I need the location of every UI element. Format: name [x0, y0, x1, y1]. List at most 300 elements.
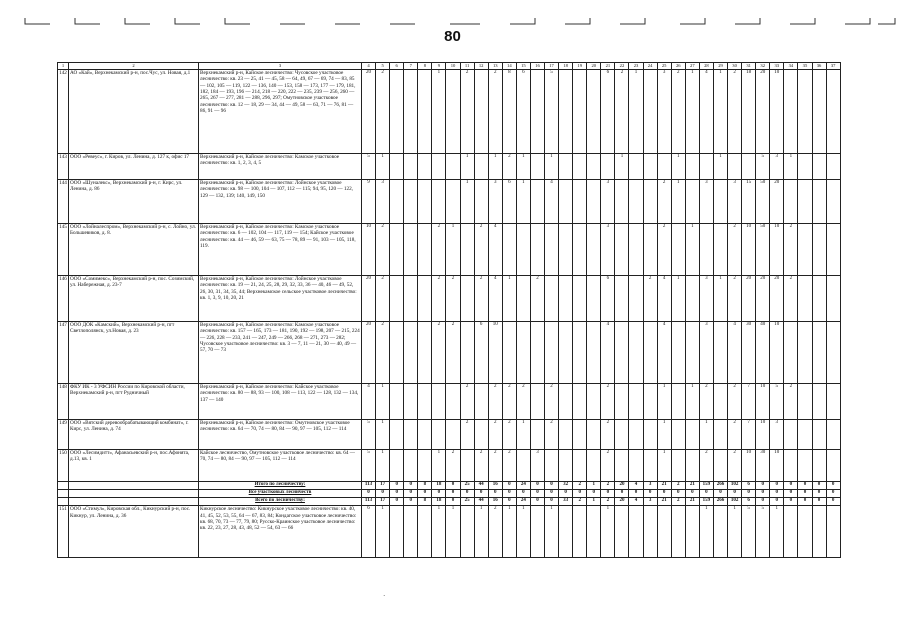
summary-value: 0 — [671, 489, 685, 497]
value-cell: 1 — [460, 153, 474, 179]
summary-value: 0 — [446, 489, 460, 497]
summary-value: 0 — [826, 489, 840, 497]
value-cell — [418, 505, 432, 557]
summary-value: 17 — [376, 497, 390, 505]
column-number: 6 — [390, 63, 404, 70]
value-cell: 1 — [615, 153, 629, 179]
value-cell — [530, 223, 544, 275]
column-number: 3 — [199, 63, 362, 70]
value-cell: 2 — [728, 449, 742, 481]
value-cell — [812, 383, 826, 419]
value-cell: 6 — [474, 321, 488, 383]
value-cell — [798, 69, 812, 153]
row-number: 150 — [58, 449, 69, 481]
value-cell: 2 — [601, 383, 615, 419]
value-cell: 5 — [742, 505, 756, 557]
value-cell: 1 — [728, 505, 742, 557]
summary-value: 25 — [460, 481, 474, 489]
summary-value: 0 — [615, 489, 629, 497]
column-number: 2 — [69, 63, 199, 70]
value-cell — [812, 69, 826, 153]
value-cell: 2 — [376, 223, 390, 275]
summary-blank — [58, 481, 69, 489]
value-cell — [587, 419, 601, 449]
value-cell: 2 — [376, 69, 390, 153]
value-cell — [798, 153, 812, 179]
value-cell — [784, 505, 798, 557]
value-cell — [713, 449, 727, 481]
value-cell: 3 — [770, 153, 784, 179]
column-number: 24 — [643, 63, 657, 70]
value-cell: 18 — [742, 69, 756, 153]
summary-value: 0 — [530, 497, 544, 505]
value-cell — [587, 383, 601, 419]
value-cell — [798, 505, 812, 557]
summary-value: 0 — [390, 489, 404, 497]
value-cell: 2 — [446, 449, 460, 481]
column-number: 32 — [756, 63, 770, 70]
summary-blank — [69, 489, 199, 497]
value-cell — [418, 69, 432, 153]
value-cell: 1 — [545, 505, 559, 557]
value-cell: 6 — [601, 69, 615, 153]
value-cell — [587, 153, 601, 179]
value-cell — [573, 505, 587, 557]
summary-row — [58, 489, 841, 497]
row-number: 149 — [58, 419, 69, 449]
value-cell — [460, 223, 474, 275]
value-cell — [559, 275, 573, 321]
value-cell: 1 — [376, 383, 390, 419]
value-cell: 1 — [432, 449, 446, 481]
value-cell: 2 — [615, 69, 629, 153]
value-cell — [713, 223, 727, 275]
value-cell — [728, 153, 742, 179]
value-cell — [587, 505, 601, 557]
value-cell — [573, 321, 587, 383]
value-cell: 2 — [376, 321, 390, 383]
value-cell — [474, 419, 488, 449]
value-cell — [474, 153, 488, 179]
column-number: 23 — [629, 63, 643, 70]
value-cell: 1 — [460, 179, 474, 223]
value-cell — [446, 153, 460, 179]
forestry-location-cell: Верхнекамский р-н, Кайское лесничество: Камское участковое лесничество: кв. 6 — 102, 104 — 117, 119 — 154; Кайское участковое лесничество: кв. 44 — 46, 59 — 63, 75 — 78, 89 — 91, 103 — 105, 118, 119. — [199, 223, 362, 275]
summary-value: 0 — [728, 489, 742, 497]
value-cell — [826, 69, 840, 153]
value-cell — [685, 419, 699, 449]
table-row — [58, 419, 841, 449]
value-cell — [713, 505, 727, 557]
value-cell: 10 — [770, 321, 784, 383]
value-cell: 2 — [376, 275, 390, 321]
value-cell: 4 — [699, 69, 713, 153]
summary-value: 2 — [573, 497, 587, 505]
value-cell: 1 — [685, 223, 699, 275]
value-cell — [418, 223, 432, 275]
value-cell — [474, 383, 488, 419]
value-cell — [573, 275, 587, 321]
value-cell — [390, 275, 404, 321]
organization-cell: ФКУ ИК - 3 УФСИН России по Кировской области, Верхнекамский р-н, пгт Рудничный — [69, 383, 199, 419]
summary-row — [58, 497, 841, 505]
summary-value: 6 — [742, 481, 756, 489]
value-cell — [587, 179, 601, 223]
value-cell — [418, 179, 432, 223]
value-cell: 20 — [770, 275, 784, 321]
value-cell: 5 — [362, 419, 376, 449]
forestry-location-cell: Верхнекамский р-н, Кайское лесничество: Омутновское участковое лесничество: кв. 64 — 70, 74 — 80, 84 — 90, 97 — 105, 112 — 114 — [199, 419, 362, 449]
forestry-location-cell: Верхнекамский р-н, Кайское лесничество: Камское участковое лесничество: кв. 1, 2, 3, 4, 5 — [199, 153, 362, 179]
column-number: 36 — [812, 63, 826, 70]
value-cell: 2 — [502, 383, 516, 419]
summary-value: 2 — [573, 481, 587, 489]
value-cell — [404, 223, 418, 275]
value-cell — [685, 505, 699, 557]
summary-value: 0 — [657, 489, 671, 497]
value-cell: 1 — [629, 69, 643, 153]
value-cell: 1 — [516, 419, 530, 449]
summary-value: 33 — [559, 497, 573, 505]
value-cell — [812, 223, 826, 275]
value-cell — [404, 321, 418, 383]
value-cell: 3 — [699, 321, 713, 383]
summary-value: 0 — [446, 481, 460, 489]
summary-value: 0 — [502, 481, 516, 489]
value-cell: 10 — [770, 69, 784, 153]
summary-value: 2 — [601, 481, 615, 489]
table-row — [58, 275, 841, 321]
value-cell — [573, 223, 587, 275]
summary-value: 0 — [643, 489, 657, 497]
value-cell — [826, 223, 840, 275]
summary-value: 0 — [390, 497, 404, 505]
value-cell: 7 — [742, 383, 756, 419]
summary-value: 44 — [474, 497, 488, 505]
value-cell: 1 — [671, 153, 685, 179]
organization-cell: ООО «Ревеус», г. Киров, ул. Ленина, д. 127 к, офис 17 — [69, 153, 199, 179]
value-cell: 50 — [756, 179, 770, 223]
summary-value: 0 — [826, 481, 840, 489]
summary-value: 0 — [784, 489, 798, 497]
value-cell: 2 — [446, 321, 460, 383]
column-number: 22 — [615, 63, 629, 70]
value-cell — [545, 275, 559, 321]
column-number: 28 — [699, 63, 713, 70]
summary-value: 0 — [404, 481, 418, 489]
value-cell — [629, 449, 643, 481]
summary-value: 0 — [530, 489, 544, 497]
summary-value: 0 — [587, 489, 601, 497]
value-cell — [404, 449, 418, 481]
column-number: 31 — [742, 63, 756, 70]
column-number-header — [58, 63, 841, 70]
value-cell — [798, 179, 812, 223]
summary-value: 25 — [460, 497, 474, 505]
value-cell — [671, 505, 685, 557]
organization-cell: АО «Кай», Верхнекамский р-н, пос.Чус, ул. Новая, д.1 — [69, 69, 199, 153]
column-number: 20 — [587, 63, 601, 70]
value-cell — [530, 69, 544, 153]
value-cell — [390, 321, 404, 383]
value-cell — [685, 153, 699, 179]
forestry-location-cell: Верхнекамский р-н, Кайское лесничество: Лойнское участковое лесничество: кв. 98 — 100, 104 — 107, 112 — 115; 94, 95, 120 — 122, 129 — 132, 139; 140, 149, 150 — [199, 179, 362, 223]
summary-label: Всего по лесничеству: — [199, 497, 362, 505]
value-cell: 1 — [671, 179, 685, 223]
summary-value: 3 — [643, 497, 657, 505]
value-cell — [390, 449, 404, 481]
row-number: 145 — [58, 223, 69, 275]
summary-value: 2 — [601, 497, 615, 505]
value-cell — [826, 449, 840, 481]
summary-value: 0 — [770, 497, 784, 505]
value-cell: 10 — [488, 321, 502, 383]
value-cell: 2 — [432, 275, 446, 321]
value-cell — [418, 419, 432, 449]
value-cell: 20 — [362, 69, 376, 153]
table-row — [58, 321, 841, 383]
table-row — [58, 179, 841, 223]
value-cell: 10 — [742, 449, 756, 481]
value-cell — [615, 321, 629, 383]
value-cell — [615, 449, 629, 481]
summary-value: 2 — [671, 497, 685, 505]
value-cell — [530, 153, 544, 179]
summary-value: 0 — [770, 489, 784, 497]
value-cell: 1 — [671, 275, 685, 321]
summary-value: 0 — [418, 489, 432, 497]
forestry-location-cell: Кайское лесничество, Омутновское участковое лесничество: кв. 64 — 70, 74 — 80, 84 — 90, 97 — 105, 112 — 114 — [199, 449, 362, 481]
column-number: 34 — [784, 63, 798, 70]
summary-value: 0 — [812, 481, 826, 489]
column-number: 16 — [530, 63, 544, 70]
value-cell: 1 — [376, 449, 390, 481]
column-number: 15 — [516, 63, 530, 70]
summary-value: 0 — [502, 497, 516, 505]
value-cell: 2 — [601, 419, 615, 449]
summary-value: 0 — [713, 489, 727, 497]
summary-blank — [69, 481, 199, 489]
value-cell — [559, 505, 573, 557]
column-number: 4 — [362, 63, 376, 70]
value-cell: 1 — [685, 69, 699, 153]
stray-mark: · — [383, 592, 386, 600]
column-number: 33 — [770, 63, 784, 70]
value-cell: 1 — [770, 505, 784, 557]
value-cell: 2 — [474, 449, 488, 481]
organization-cell: ООО «Стимул», Кировская обл., Кикнурский р-н, пос. Кикнур, ул. Ленина, д. 36 — [69, 505, 199, 557]
summary-value: 1 — [587, 497, 601, 505]
summary-value: 32 — [559, 481, 573, 489]
summary-value: 0 — [784, 481, 798, 489]
value-cell — [671, 383, 685, 419]
value-cell: 10 — [756, 419, 770, 449]
value-cell: 1 — [376, 419, 390, 449]
value-cell: 1 — [713, 69, 727, 153]
summary-value: 159 — [699, 497, 713, 505]
column-number: 10 — [446, 63, 460, 70]
value-cell: 9 — [362, 179, 376, 223]
value-cell — [643, 69, 657, 153]
value-cell — [671, 223, 685, 275]
summary-value: 44 — [474, 481, 488, 489]
value-cell: 4 — [601, 321, 615, 383]
table-row — [58, 223, 841, 275]
summary-value: 0 — [545, 497, 559, 505]
row-number: 148 — [58, 383, 69, 419]
value-cell — [418, 449, 432, 481]
value-cell — [826, 179, 840, 223]
value-cell: 2 — [728, 223, 742, 275]
summary-value: 18 — [432, 497, 446, 505]
summary-value: 1 — [587, 481, 601, 489]
value-cell: 10 — [756, 383, 770, 419]
value-cell: 6 — [516, 69, 530, 153]
value-cell — [643, 321, 657, 383]
value-cell: 1 — [516, 153, 530, 179]
value-cell: 10 — [742, 223, 756, 275]
value-cell — [530, 505, 544, 557]
value-cell — [516, 223, 530, 275]
value-cell — [713, 383, 727, 419]
value-cell: 30 — [742, 321, 756, 383]
value-cell: 1 — [657, 419, 671, 449]
summary-value: 2 — [671, 481, 685, 489]
value-cell — [559, 153, 573, 179]
value-cell — [573, 179, 587, 223]
value-cell: 2 — [728, 419, 742, 449]
value-cell — [530, 383, 544, 419]
value-cell: 10 — [770, 449, 784, 481]
value-cell — [573, 383, 587, 419]
value-cell — [713, 321, 727, 383]
summary-value: 0 — [362, 489, 376, 497]
value-cell — [629, 153, 643, 179]
value-cell — [643, 449, 657, 481]
value-cell — [502, 321, 516, 383]
value-cell — [418, 321, 432, 383]
value-cell — [629, 383, 643, 419]
value-cell — [812, 275, 826, 321]
summary-blank — [69, 497, 199, 505]
value-cell — [713, 179, 727, 223]
value-cell — [559, 419, 573, 449]
value-cell — [643, 179, 657, 223]
summary-value: 0 — [798, 497, 812, 505]
value-cell — [784, 321, 798, 383]
value-cell — [446, 69, 460, 153]
value-cell: 2 — [784, 383, 798, 419]
value-cell: 5 — [770, 383, 784, 419]
value-cell — [812, 179, 826, 223]
value-cell — [474, 179, 488, 223]
value-cell: 2 — [488, 383, 502, 419]
summary-value: 102 — [728, 497, 742, 505]
value-cell — [685, 275, 699, 321]
value-cell — [826, 275, 840, 321]
value-cell: 2 — [432, 321, 446, 383]
value-cell: 1 — [432, 69, 446, 153]
summary-value: 0 — [685, 489, 699, 497]
value-cell: 2 — [728, 275, 742, 321]
value-cell — [742, 153, 756, 179]
value-cell: 3 — [728, 179, 742, 223]
value-cell — [559, 179, 573, 223]
value-cell: 3 — [770, 419, 784, 449]
value-cell: 3 — [699, 179, 713, 223]
value-cell — [643, 505, 657, 557]
summary-value: 0 — [474, 489, 488, 497]
summary-value: 0 — [446, 497, 460, 505]
value-cell — [615, 383, 629, 419]
value-cell: 2 — [784, 275, 798, 321]
row-number: 146 — [58, 275, 69, 321]
summary-value: 0 — [516, 489, 530, 497]
value-cell: 2 — [699, 383, 713, 419]
summary-value: 24 — [516, 497, 530, 505]
value-cell: 2 — [657, 179, 671, 223]
value-cell: 2 — [728, 383, 742, 419]
summary-value: 6 — [742, 497, 756, 505]
summary-value: 0 — [756, 497, 770, 505]
value-cell: 40 — [756, 321, 770, 383]
value-cell — [404, 505, 418, 557]
value-cell — [404, 153, 418, 179]
value-cell: 6 — [601, 275, 615, 321]
column-number: 9 — [432, 63, 446, 70]
value-cell: 3 — [376, 179, 390, 223]
value-cell — [460, 321, 474, 383]
value-cell: 2 — [432, 223, 446, 275]
value-cell — [587, 275, 601, 321]
column-number: 27 — [685, 63, 699, 70]
value-cell: 2 — [530, 275, 544, 321]
value-cell — [502, 223, 516, 275]
summary-value: 0 — [502, 489, 516, 497]
value-cell — [784, 179, 798, 223]
value-cell: 1 — [376, 505, 390, 557]
summary-value: 0 — [573, 489, 587, 497]
value-cell — [460, 449, 474, 481]
value-cell: 1 — [545, 153, 559, 179]
column-number: 17 — [545, 63, 559, 70]
summary-value: 0 — [460, 489, 474, 497]
value-cell — [671, 419, 685, 449]
value-cell: 1 — [376, 153, 390, 179]
value-cell: 2 — [488, 69, 502, 153]
row-number: 151 — [58, 505, 69, 557]
value-cell — [587, 321, 601, 383]
value-cell: 1 — [432, 505, 446, 557]
value-cell — [629, 223, 643, 275]
value-cell — [615, 275, 629, 321]
value-cell — [516, 321, 530, 383]
value-cell: 4 — [657, 275, 671, 321]
column-number: 26 — [671, 63, 685, 70]
value-cell: 2 — [516, 383, 530, 419]
value-cell — [390, 223, 404, 275]
value-cell: 2 — [460, 69, 474, 153]
value-cell — [699, 153, 713, 179]
value-cell: 2 — [488, 449, 502, 481]
summary-value: 8 — [418, 497, 432, 505]
value-cell — [530, 419, 544, 449]
value-cell — [601, 153, 615, 179]
organization-cell: ООО ДОК «Камский», Верхнекамский р-н, пгт Светлополянск, ул.Новая, д. 23 — [69, 321, 199, 383]
value-cell: 5 — [756, 153, 770, 179]
value-cell: 1 — [685, 383, 699, 419]
value-cell — [446, 179, 460, 223]
